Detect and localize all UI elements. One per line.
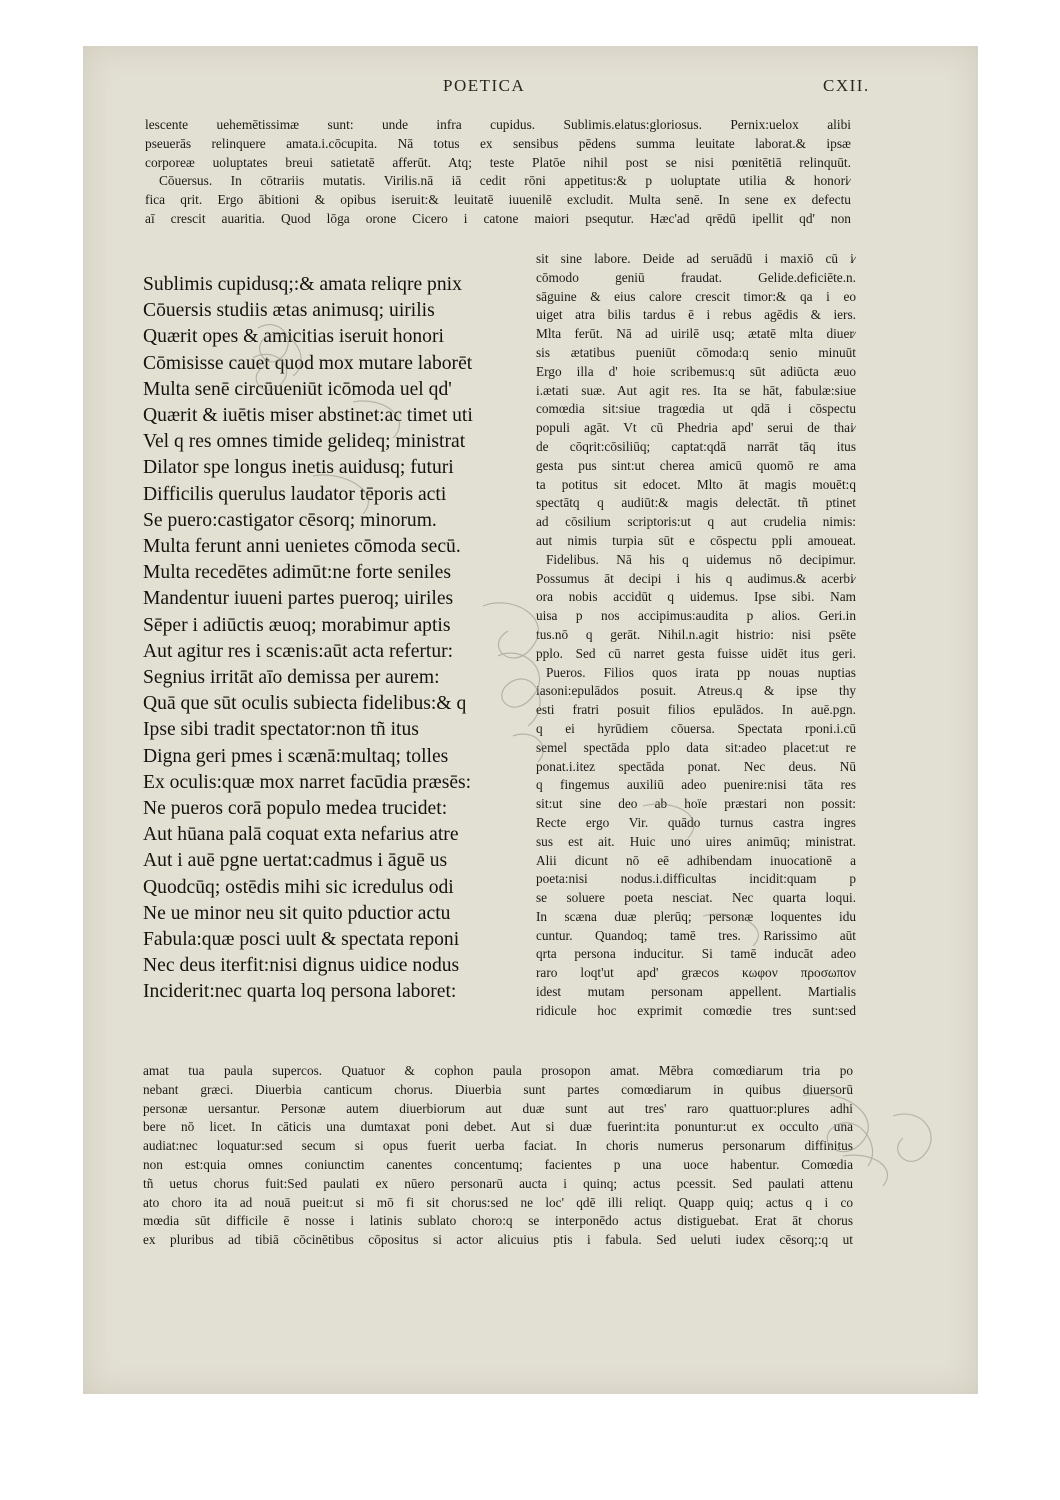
book-page [83,46,978,1394]
verse-line: Ex oculis:quæ mox narret facūdia præsēs: [143,771,472,793]
commentary-line: sāguine & eius calore crescit timor:& qa i eo [536,288,856,304]
verse-line: Fabula:quæ posci uult & spectata reponi [143,929,460,951]
commentary-line: Ergo illa d' hoie scribemus:q sūt adiūcta æuo [536,363,856,379]
commentary-line: pplo. Sed cū narret gesta fuisse uidēt itus geri. [536,645,856,661]
verse-line: Digna geri pmes i scænā:multaq; tolles [143,745,449,767]
commentary-line: lescente uehemētissimæ sunt: unde infra cupidus. Sublimis.elatus:gloriosus. Pernix:uelox alibi [145,117,851,132]
verse-line: Quā que sūt oculis subiecta fidelibus:& q [143,693,467,715]
commentary-line: ad cōsilium scriptoris:ut q aut crudelia nimis: [536,514,856,530]
commentary-line: Possumus āt decipi i his q audimus.& acerbi⁄ [536,570,856,586]
commentary-line: uisa p nos accipimus:audita p alios. Geri.in [536,608,856,624]
commentary-line: uiget atra bilis tardus ē i rebus agēdis & iers. [536,307,856,323]
commentary-line: Cōuersus. In cōtrariis mutatis. Virilis.nā iā cedit rōni appetitus:& p uoluptate utilia & honori⁄ [159,173,851,189]
verse-line: Cōmisisse cauet quod mox mutare laborēt [143,352,473,374]
commentary-line: qrta persona inducitur. Si tamē inducāt adeo [536,946,856,962]
commentary-line: Recte ergo Vir. quādo turnus castra ingres [536,814,856,830]
commentary-line: tus.nō q gerāt. Nihil.n.agit histrio: nisi psēte [536,626,856,642]
verse-line: Aut i auē pgne uertat:cadmus i āguē us [143,850,448,872]
commentary-line: non est:quia omnes coniunctim canentes concentumq; facientes p una uoce habentur. Comœdia [143,1156,853,1172]
commentary-top-block [145,116,851,229]
commentary-line: ato choro ita ad nouā pueit:ut si mō fi sit chorus:sed ne loc' qdē illi reliqt. Quapp quiq; actus q i co [143,1194,853,1210]
commentary-line: q ei hyrūdiem cōuersa. Spectata rponi.i.cū [536,720,856,736]
commentary-line: aī crescit auaritia. Quod lōga orone Cicero i catone maiori psequtur. Hæc'ad qrēdū ipellit qd' non [145,210,851,226]
verse-line: Multa senē circūueniūt icōmoda uel qd' [143,378,452,400]
commentary-line: iasoni:epulādos posuit. Atreus.q & ipse thy [536,683,856,699]
verse-line: Ne pueros corā populo medea trucidet: [143,798,448,820]
commentary-line: tñ uetus chorus fuit:Sed paulati ex nūero personarū aucta i quinq; actus pcessit. Sed paulati attenu [143,1175,853,1191]
verse-line: Ipse sibi tradit spectator:non tñ itus [143,719,419,741]
commentary-line: Alii dicunt nō eē adhibendam inuocationē a [536,852,856,868]
commentary-line: spectātq q audiūt:& magis delectāt. tñ ptinet [536,495,856,511]
commentary-line: comœdia sit:siue tragœdia ut qdā i cōspectu [536,401,856,417]
commentary-line: ponat.i.itez spectāda ponat. Nec deus. Nū [536,758,856,774]
verse-line: Se puero:castigator cēsorq; minorum. [143,509,437,531]
commentary-line: populi agāt. Vt cū Phedria apd' serui de thai⁄ [536,420,856,436]
verse-line: Ne ue minor neu sit quito pductior actu [143,902,451,924]
commentary-line: bere nō licet. In cāticis una dumtaxat poni debet. Aut si duæ fuerint:ita ponuntur:ut ex occulto una [143,1119,853,1135]
commentary-line: cuntur. Quandoq; tamē tres. Rarissimo aūt [536,927,856,943]
verse-line: Sublimis cupidusq;:& amata reliqre pnix [143,274,462,295]
commentary-line: idest mutam personam appellent. Martialis [536,984,856,1000]
commentary-line: se soluere poeta nesciat. Nec quarta loqui. [536,890,856,906]
commentary-line: semel spectāda pplo data sit:adeo placet:ut re [536,739,856,755]
commentary-line: sit:ut sine deo ab hoïe præstari non possit: [536,796,856,812]
commentary-line: poeta:nisi nodus.i.difficultas incidit:quam p [536,871,856,887]
commentary-line: gesta pus sint:ut cherea amicū quomō re ama [536,457,856,473]
commentary-line: sit sine labore. Deide ad seruādū i maxiō cū i⁄ [536,251,856,266]
commentary-line: ridicule hoc exprimit comœdie tres sunt:sed [536,1002,856,1018]
commentary-line: In scæna duæ plerūq; personæ loquentes idu [536,908,856,924]
verse-line: Sēper i adiūctis æuoq; morabimur aptis [143,614,451,636]
commentary-line: de cōqrit:cōsiliūq; captat:qdā narrāt tāq itus [536,438,856,454]
commentary-line: q fingemus auxiliū adeo puenire:nisi tāta res [536,777,856,793]
commentary-line: amat tua paula supercos. Quatuor & cophon paula prosopon amat. Mēbra comœdiarum tria po [143,1063,853,1078]
verse-line: Aut agitur res i scænis:aūt acta refertur: [143,640,454,662]
verse-line: Quodcūq; ostēdis mihi sic icredulus odi [143,876,454,898]
commentary-line: ex pluribus ad tibiā cōcinētibus cōpositus si actor alicuius ptis i fabula. Sed ueluti iudex cēsorq;:q ut [143,1232,853,1248]
commentary-line: Fidelibus. Nā his q uidemus nō decipimur. [546,551,856,567]
commentary-line: audiat:nec loquatur:sed secum si opus fuerit uerba faciat. In choris numerus personarum diffinitus [143,1138,853,1154]
commentary-line: personæ uersantur. Personæ autem diuerbiorum aut duæ sunt aut tres' raro quattuor:plures adhi [143,1100,853,1116]
verse-line: Inciderit:nec quarta loq persona laboret: [143,981,457,1003]
commentary-line: ta potitus sit edocet. Mlto āt magis mouēt:q [536,476,856,492]
verse-line: Nec deus iterfit:nisi dignus uidice nodus [143,955,460,977]
commentary-line: ora nobis accidūt q uidemus. Ipse sibi. Nam [536,589,856,605]
commentary-line: mœdia sūt difficile ē nosse i latinis sublato choro:q se interponēdo actus distiguebat. Erat āt chorus [143,1213,853,1229]
commentary-line: i.ætati suæ. Aut agit res. Ita se hāt, fabulæ:siue [536,382,856,398]
verse-line: Difficilis querulus laudator tēporis acti [143,483,447,505]
verse-line: Quærit & iuētis miser abstinet:ac timet uti [143,405,473,427]
verse-line: Quærit opes & amicitias iseruit honori [143,326,444,348]
commentary-bottom-block [143,1062,853,1250]
verse-line: Mandentur iuueni partes pueroq; uiriles [143,588,454,610]
verse-line: Multa ferunt anni uenietes cōmoda secū. [143,536,461,558]
verse-line: Cōuersis studiis ætas animusq; uirilis [143,300,435,322]
commentary-line: nebant græci. Diuerbia canticum chorus. Diuerbia sunt partes comœdiarum in quibus diuersorū [143,1081,853,1097]
folio-number: CXII. [823,76,870,95]
commentary-line: sis ætatibus pueniūt cōmoda:q senio minuūt [536,344,856,360]
verse-text-block [143,272,523,1006]
verse-line: Dilator spe longus inetis auidusq; futuri [143,457,454,479]
commentary-line: fica qrit. Ergo ābitioni & opibus iseruit:& leuitatē iuuenilē excludit. Multa senē. In sene ex defectu [145,192,851,208]
commentary-line: Pueros. Filios quos irata pp nouas nuptias [546,664,856,680]
verse-line: Segnius irritāt aīo demissa per aurem: [143,667,440,689]
commentary-line: raro loqt'ut apd' græcos κωφον προσωπον [536,965,856,981]
commentary-line: pseuerās relinquere amata.i.cōcupita. Nā totus ex sensibus pēdens summa leuitate laborat.& ipsæ [145,135,851,151]
commentary-right-column [536,250,856,1021]
commentary-line: aut nimis turpia sūt e cōspectu ppli amoueat. [536,532,856,548]
commentary-line: esti fratri posuit filios epulādos. In auē.pgn. [536,702,856,718]
commentary-line: corporeæ uoluptates breui satietatē afferūt. Atq; teste Platōe nihil post se nisi pœnitētiā relinquūt. [145,154,851,170]
verse-line: Multa recedētes adimūt:ne forte seniles [143,562,451,584]
commentary-line: Mlta ferūt. Nā ad uirilē usq; ætatē mlta diuer⁄ [536,326,856,342]
verse-line: Aut hūana palā coquat exta nefarius atre [143,824,459,846]
commentary-line: cōmodo geniū fraudat. Gelide.deficiēte.n. [536,269,856,285]
verse-line: Vel q res omnes timide gelideq; ministrat [143,431,466,453]
commentary-line: sus est ait. Huic uno uires animūq; ministrat. [536,833,856,849]
running-head-title: POETICA [443,76,526,95]
